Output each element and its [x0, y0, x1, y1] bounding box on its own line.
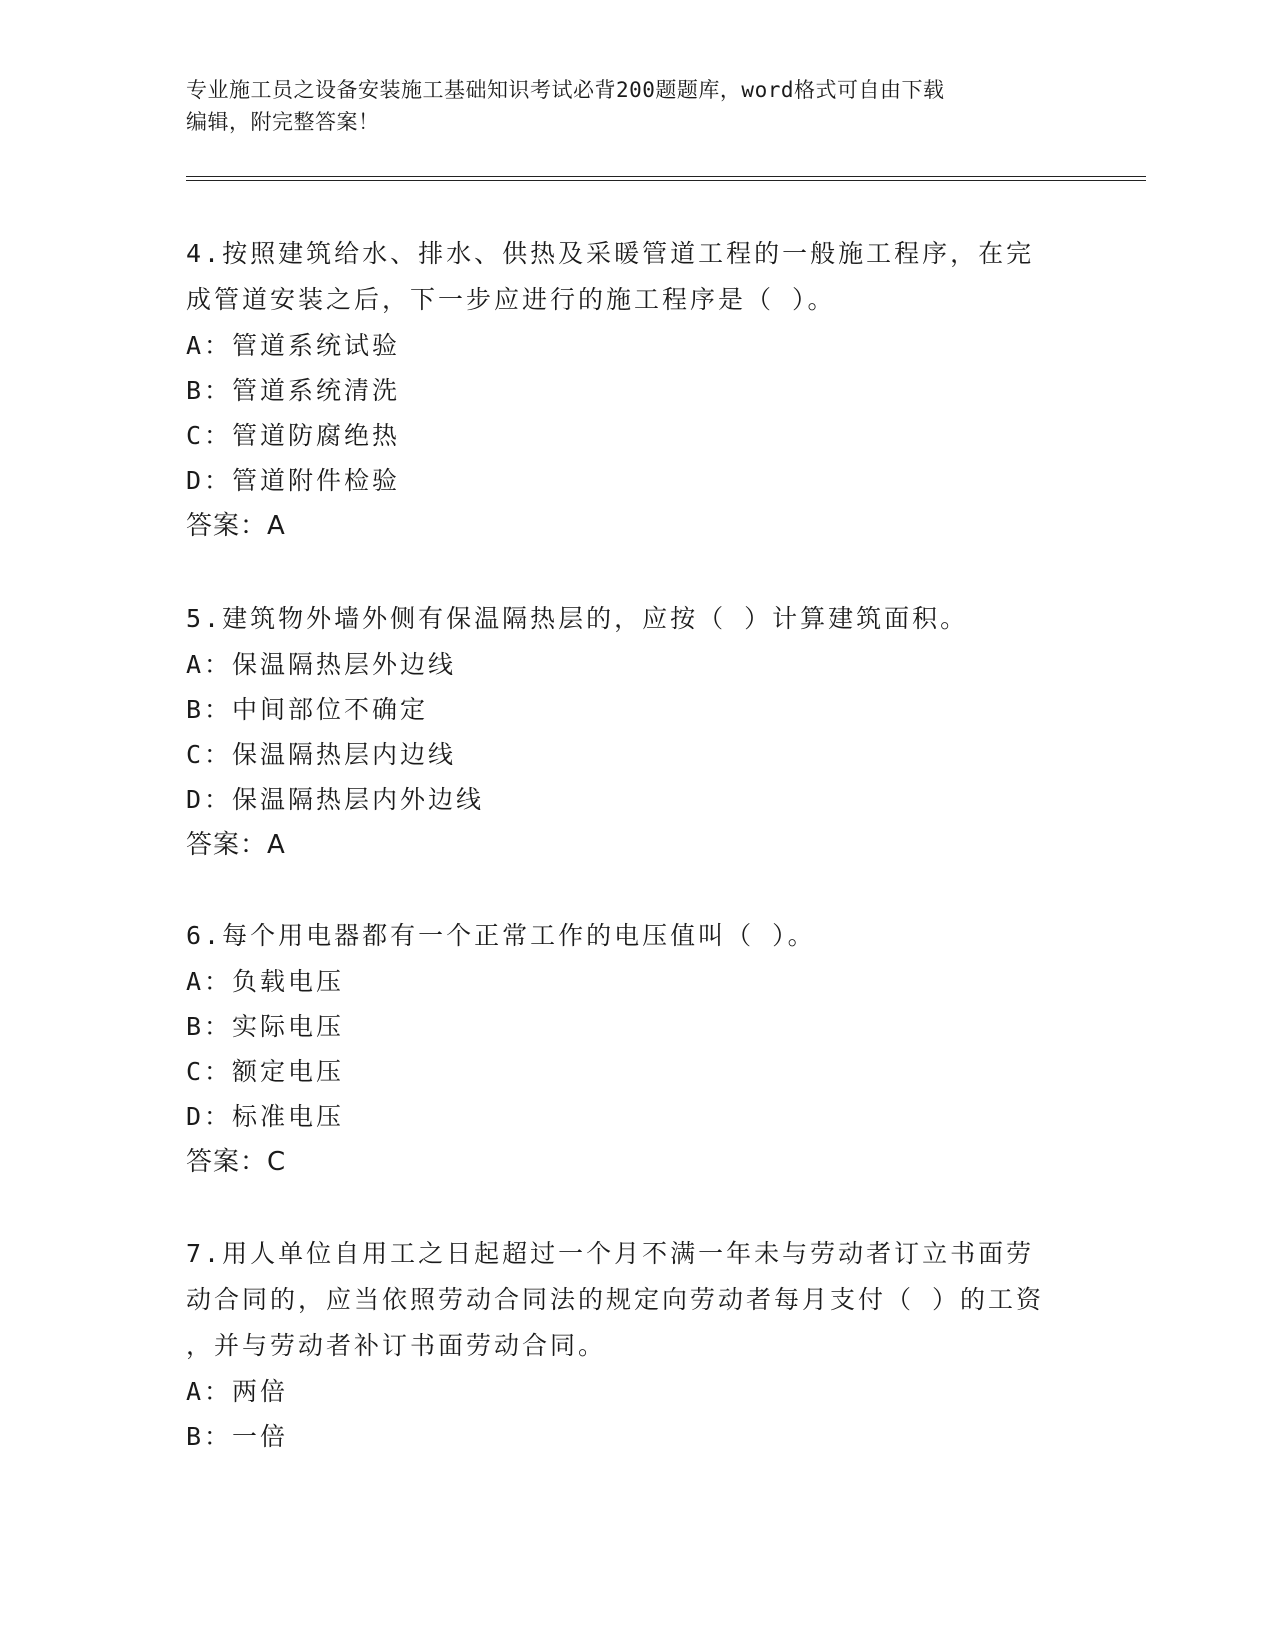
question-text-line: 4.按照建筑给水、排水、供热及采暖管道工程的一般施工程序，在完	[186, 239, 1035, 268]
option-c: C：保温隔热层内边线	[186, 740, 457, 769]
header-line-1: 专业施工员之设备安装施工基础知识考试必背200题题库，word格式可自由下载	[186, 78, 945, 102]
option-c: C：额定电压	[186, 1057, 345, 1086]
question-text-line: 成管道安装之后，下一步应进行的施工程序是（ ）。	[186, 285, 836, 314]
question-5	[186, 596, 1066, 868]
option-a: A：保温隔热层外边线	[186, 650, 457, 679]
option-c: C：管道防腐绝热	[186, 421, 401, 450]
question-text-line: 6.每个用电器都有一个正常工作的电压值叫（ ）。	[186, 921, 816, 950]
option-a: A：管道系统试验	[186, 331, 401, 360]
answer: 答案：A	[186, 830, 286, 860]
question-text-line: 5.建筑物外墙外侧有保温隔热层的，应按（ ）计算建筑面积。	[186, 604, 969, 633]
answer: 答案：A	[186, 511, 286, 541]
option-a: A：两倍	[186, 1377, 289, 1406]
question-7	[186, 1231, 1066, 1459]
question-text-line: 动合同的，应当依照劳动合同法的规定向劳动者每月支付（ ）的工资	[186, 1285, 1045, 1314]
header-line-2: 编辑，附完整答案！	[186, 110, 380, 134]
option-b: B：实际电压	[186, 1012, 345, 1041]
answer: 答案：C	[186, 1147, 287, 1177]
option-b: B：管道系统清洗	[186, 376, 401, 405]
document-header	[186, 74, 1066, 138]
option-d: D：管道附件检验	[186, 466, 401, 495]
question-text-line: 7.用人单位自用工之日起超过一个月不满一年未与劳动者订立书面劳	[186, 1239, 1035, 1268]
header-divider	[186, 176, 1146, 181]
option-d: D：标准电压	[186, 1102, 345, 1131]
option-d: D：保温隔热层内外边线	[186, 785, 485, 814]
option-a: A：负载电压	[186, 967, 345, 996]
question-4	[186, 231, 1066, 549]
option-b: B：中间部位不确定	[186, 695, 429, 724]
option-b: B：一倍	[186, 1422, 289, 1451]
question-6	[186, 913, 1066, 1185]
question-text-line: ，并与劳动者补订书面劳动合同。	[186, 1331, 607, 1360]
